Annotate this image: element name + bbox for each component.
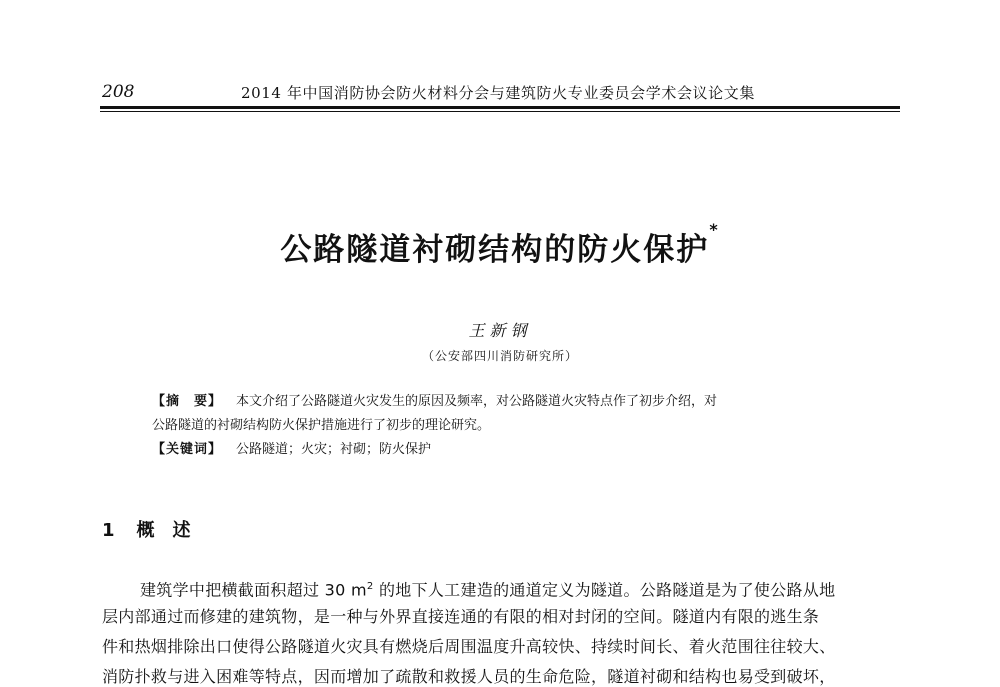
author-name: 王新钢: [468, 321, 532, 340]
abstract-text-1: 本文介绍了公路隧道火灾发生的原因及频率，对公路隧道火灾特点作了初步介绍，对: [236, 394, 718, 409]
paragraph-line: [102, 632, 902, 662]
superscript: 2: [366, 581, 374, 592]
article-title-text: 公路隧道衬砌结构的防火保护: [280, 232, 710, 268]
title-footnote-mark: *: [709, 220, 720, 239]
abstract-block: [152, 390, 852, 462]
keywords-text: 公路隧道；火灾；衬砌；防火保护: [236, 442, 432, 457]
header-rule-thin: [100, 111, 900, 112]
section-title: 概述: [136, 520, 209, 541]
running-header: [100, 80, 900, 108]
paragraph-text: 消防扑救与进入困难等特点，因而增加了疏散和救援人员的生命危险，隧道衬砌和结构也易受到破坏，: [102, 667, 836, 686]
paragraph-line: [102, 572, 902, 602]
abstract-text-2: 公路隧道的衬砌结构防火保护措施进行了初步的理论研究。: [152, 418, 491, 433]
paragraph-line: [102, 662, 902, 687]
abstract-line-1: [152, 390, 852, 414]
author-affiliation: （公安部四川消防研究所）: [421, 349, 578, 363]
section-body: [102, 572, 902, 687]
keywords-label: 【关键词】: [152, 442, 223, 457]
keywords-line: [152, 438, 852, 462]
paragraph-text: 建筑学中把横截面积超过 30 m: [140, 580, 367, 600]
page-number: 208: [102, 82, 135, 102]
journal-title: 2014 年中国消防协会防火材料分会与建筑防火专业委员会学术会议论文集: [241, 84, 755, 102]
abstract-label: 【摘 要】: [152, 394, 223, 409]
paragraph-text: 的地下人工建造的通道定义为隧道。公路隧道是为了使公路从地: [373, 580, 836, 600]
section-heading: [102, 516, 209, 542]
article-title: [0, 220, 1000, 269]
abstract-line-2: [152, 414, 852, 438]
paragraph-text: 层内部通过而修建的建筑物，是一种与外界直接连通的有限的相对封闭的空间。隧道内有限的逃生条: [102, 607, 820, 626]
header-rule-thick: [100, 106, 900, 109]
paragraph-text: 件和热烟排除出口使得公路隧道火灾具有燃烧后周围温度升高较快、持续时间长、着火范围往往较大、: [102, 637, 836, 656]
paragraph-line: [102, 602, 902, 632]
section-number: 1: [102, 520, 115, 541]
